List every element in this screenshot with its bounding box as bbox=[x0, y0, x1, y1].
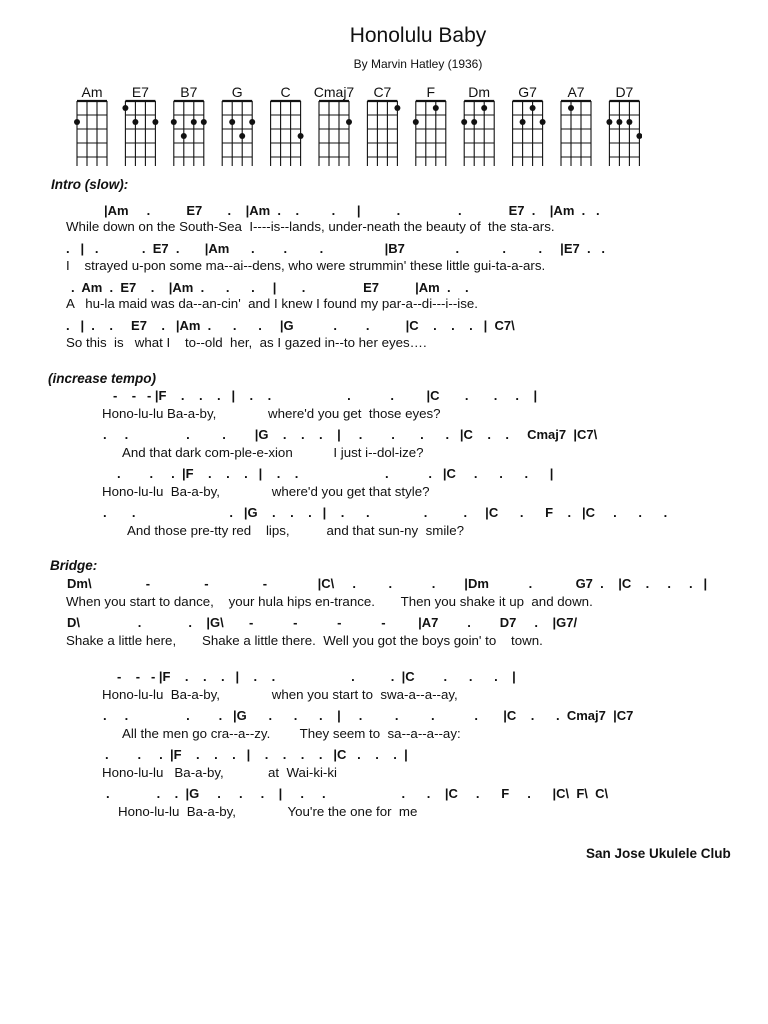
lyric-line: I strayed u-pon some ma--ai--dens, who were strummin' these little gui-ta-a-ars. bbox=[66, 258, 546, 273]
section-label: Intro (slow): bbox=[51, 177, 129, 192]
finger-dot bbox=[461, 119, 467, 125]
lyric-line: Hono-lu-lu Ba-a-by, where'd you get those eyes? bbox=[102, 406, 441, 421]
finger-dot bbox=[181, 133, 187, 139]
finger-dot bbox=[433, 105, 439, 111]
finger-dot bbox=[530, 105, 536, 111]
chord-line: . Am . E7 . |Am . . . | . E7 |Am . . bbox=[71, 280, 469, 295]
finger-dot bbox=[626, 119, 632, 125]
chord-diagrams bbox=[72, 84, 642, 166]
finger-dot bbox=[568, 105, 574, 111]
finger-dot bbox=[239, 133, 245, 139]
lyric-line: When you start to dance, your hula hips en-trance. Then you shake it up and down. bbox=[66, 594, 593, 609]
chord-name: C bbox=[280, 84, 291, 100]
chord-line: . | . . E7 . |Am . . . |G . . |C . . . | C7\ bbox=[66, 318, 515, 333]
chord-diagram bbox=[513, 84, 546, 166]
chord-line: D\ . . |G\ - - - - |A7 . D7 . |G7/ bbox=[67, 615, 578, 630]
chord-name: A7 bbox=[567, 84, 585, 100]
finger-dot bbox=[413, 119, 419, 125]
chord-line: . . . . |G . . . | . . . . |C . . Cmaj7 |C7\ bbox=[103, 427, 598, 442]
lyric-line: Hono-lu-lu Ba-a-by, when you start to swa-a--a--ay, bbox=[102, 687, 458, 702]
chord-diagram bbox=[74, 84, 107, 166]
lyric-line: Shake a little here, Shake a little there. Well you got the boys goin' to town. bbox=[66, 633, 543, 648]
chord-name: Am bbox=[81, 84, 103, 100]
chord-name: G7 bbox=[518, 84, 537, 100]
finger-dot bbox=[616, 119, 622, 125]
chord-line: Dm\ - - - |C\ . . . |Dm . G7 . |C . . . | bbox=[67, 576, 708, 591]
lyric-line: While down on the South-Sea I----is--lands, under-neath the beauty of the sta-ars. bbox=[66, 219, 555, 234]
lyric-line: So this is what I to--old her, as I gazed in--to her eyes…. bbox=[66, 335, 427, 350]
chord-diagram bbox=[271, 84, 304, 166]
finger-dot bbox=[298, 133, 304, 139]
chord-diagram bbox=[314, 84, 355, 166]
chord-diagram bbox=[561, 84, 591, 166]
lyric-line: Hono-lu-lu Ba-a-by, where'd you get that style? bbox=[102, 484, 430, 499]
chord-name: Cmaj7 bbox=[313, 84, 355, 100]
chord-diagram bbox=[122, 84, 158, 166]
lyric-line: All the men go cra--a--zy. They seem to sa--a--a--ay: bbox=[122, 726, 461, 741]
chord-name: D7 bbox=[615, 84, 634, 100]
chord-line: . | . . E7 . |Am . . . |B7 . . . |E7 . . bbox=[66, 241, 606, 256]
chord-name: Dm bbox=[468, 84, 491, 100]
chord-diagram bbox=[461, 84, 494, 166]
section-label: Bridge: bbox=[50, 558, 98, 573]
finger-dot bbox=[229, 119, 235, 125]
finger-dot bbox=[249, 119, 255, 125]
finger-dot bbox=[471, 119, 477, 125]
chord-line: . . . |G . . . | . . . . |C . F . |C . . . bbox=[103, 505, 668, 520]
chord-line: - - - |F . . . | . . . . |C . . . | bbox=[113, 388, 538, 403]
chord-line: . . . . |G . . . | . . . . |C . . Cmaj7 |C7 bbox=[103, 708, 634, 723]
lyric-line: And that dark com-ple-e-xion I just i--dol-ize? bbox=[122, 445, 424, 460]
chord-diagram bbox=[606, 84, 642, 166]
finger-dot bbox=[201, 119, 207, 125]
chord-diagram bbox=[171, 84, 207, 166]
finger-dot bbox=[346, 119, 352, 125]
chord-line: . . . |G . . . | . . . . |C . F . |C\ F\ C\ bbox=[106, 786, 609, 801]
lyric-line: A hu-la maid was da--an-cin' and I knew I found my par-a--di---i--ise. bbox=[66, 296, 478, 311]
chord-name: B7 bbox=[180, 84, 198, 100]
finger-dot bbox=[152, 119, 158, 125]
club-credit: San Jose Ukulele Club bbox=[586, 846, 731, 861]
finger-dot bbox=[132, 119, 138, 125]
song-byline: By Marvin Hatley (1936) bbox=[353, 57, 483, 71]
chord-name: G bbox=[231, 84, 243, 100]
finger-dot bbox=[481, 105, 487, 111]
lyric-line: Hono-lu-lu Ba-a-by, You're the one for me bbox=[118, 804, 418, 819]
chord-line: |Am . E7 . |Am . . . | . . E7 . |Am . . bbox=[104, 203, 600, 218]
lyric-line: Hono-lu-lu Ba-a-by, at Wai-ki-ki bbox=[102, 765, 337, 780]
chord-name: F bbox=[426, 84, 436, 100]
chord-diagram bbox=[222, 84, 255, 166]
finger-dot bbox=[520, 119, 526, 125]
finger-dot bbox=[171, 119, 177, 125]
chord-line: - - - |F . . . | . . . . |C . . . | bbox=[117, 669, 516, 684]
chord-name: E7 bbox=[131, 84, 149, 100]
finger-dot bbox=[191, 119, 197, 125]
chord-line: . . . |F . . . | . . . . |C . . . | bbox=[105, 747, 408, 762]
finger-dot bbox=[606, 119, 612, 125]
section-label: (increase tempo) bbox=[48, 371, 157, 386]
song-title: Honolulu Baby bbox=[349, 24, 487, 47]
finger-dot bbox=[74, 119, 80, 125]
finger-dot bbox=[122, 105, 128, 111]
finger-dot bbox=[540, 119, 546, 125]
finger-dot bbox=[394, 105, 400, 111]
chord-name: C7 bbox=[373, 84, 392, 100]
lyric-line: And those pre-tty red lips, and that sun-ny smile? bbox=[127, 523, 465, 538]
chord-diagram bbox=[367, 84, 400, 166]
chord-diagram bbox=[413, 84, 446, 166]
chord-diagram-chart bbox=[72, 84, 642, 166]
chord-line: . . . |F . . . | . . . . |C . . . | bbox=[117, 466, 554, 481]
finger-dot bbox=[636, 133, 642, 139]
